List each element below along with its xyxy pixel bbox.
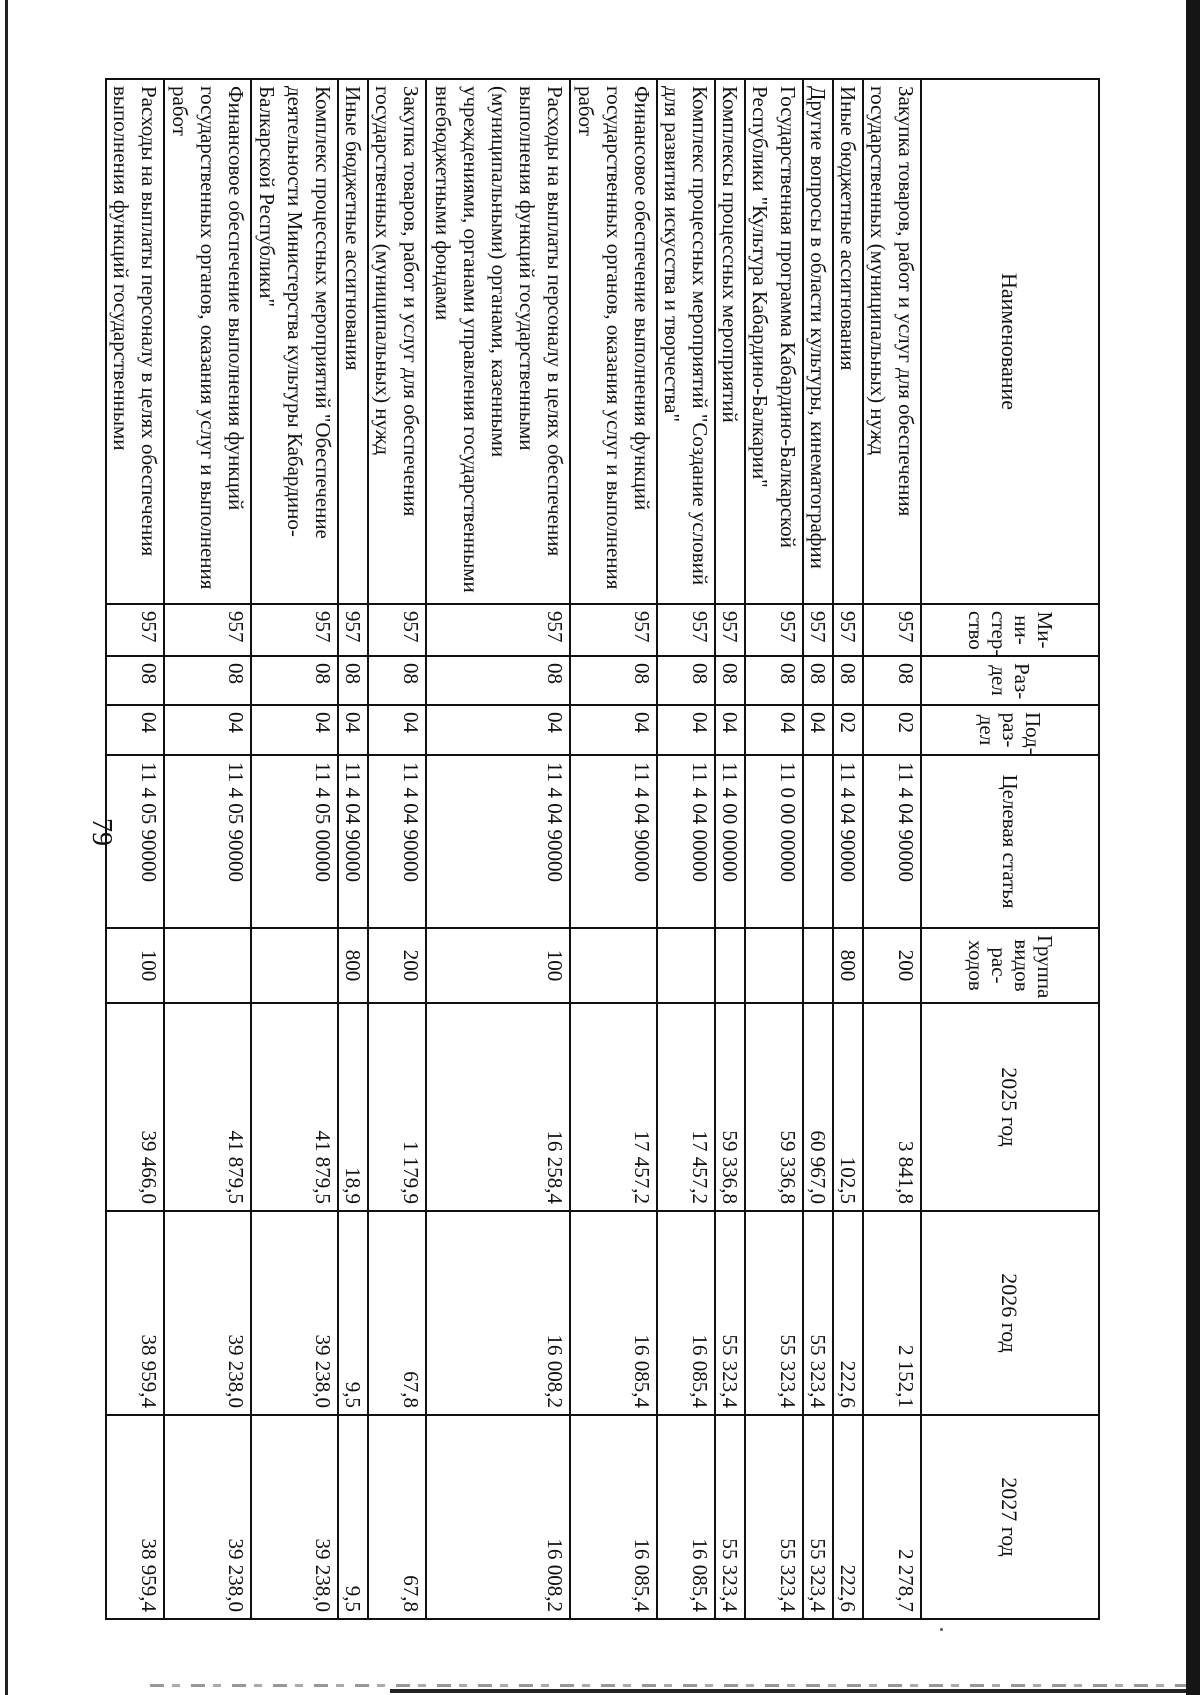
row-2026-cell: 55 323,4 — [745, 1211, 803, 1415]
row-2026-cell: 38 959,4 — [106, 1211, 164, 1415]
row-2026-cell: 16 008,2 — [426, 1211, 570, 1415]
row-section-cell: 08 — [657, 656, 715, 705]
row-ministry-cell: 957 — [426, 604, 570, 656]
row-subsection-cell: 04 — [106, 705, 164, 755]
row-subsection-cell: 02 — [863, 705, 921, 755]
row-section-cell: 08 — [803, 656, 833, 705]
table-row — [164, 79, 251, 1619]
row-target-article-cell: 11 4 04 90000 — [570, 755, 657, 928]
row-target-article-cell: 11 4 05 90000 — [106, 755, 164, 928]
row-expense-group-cell: 800 — [833, 928, 863, 1003]
header-ministry: Ми-ни-стер-ство — [921, 604, 1099, 656]
row-2026-cell: 67,8 — [368, 1211, 426, 1415]
table-row — [426, 79, 570, 1619]
row-section-cell: 08 — [745, 656, 803, 705]
row-ministry-cell: 957 — [863, 604, 921, 656]
table-row — [715, 79, 745, 1619]
row-subsection-cell: 04 — [657, 705, 715, 755]
row-name-cell: Финансовое обеспечение выполнения функций государственных органов, оказания услуг и выполнения работ — [164, 79, 251, 604]
row-expense-group-cell — [570, 928, 657, 1003]
row-expense-group-cell — [715, 928, 745, 1003]
row-subsection-cell: 04 — [715, 705, 745, 755]
row-2027-cell: 16 008,2 — [426, 1415, 570, 1619]
table-row — [657, 79, 715, 1619]
table-row — [251, 79, 338, 1619]
row-2026-cell: 222,6 — [833, 1211, 863, 1415]
row-expense-group-cell: 100 — [106, 928, 164, 1003]
row-section-cell: 08 — [863, 656, 921, 705]
row-2027-cell: 39 238,0 — [164, 1415, 251, 1619]
row-ministry-cell: 957 — [251, 604, 338, 656]
rotated-table-wrapper — [109, 78, 1100, 1618]
row-expense-group-cell — [251, 928, 338, 1003]
row-2025-cell: 16 258,4 — [426, 1003, 570, 1211]
row-expense-group-cell — [803, 928, 833, 1003]
row-name-cell: Закупка товаров, работ и услуг для обеспечения государственных (муниципальных) нужд — [863, 79, 921, 604]
row-2025-cell: 59 336,8 — [715, 1003, 745, 1211]
row-2027-cell: 55 323,4 — [715, 1415, 745, 1619]
table-row — [106, 79, 164, 1619]
row-ministry-cell: 957 — [570, 604, 657, 656]
scan-right-border — [1186, 0, 1200, 1695]
row-2026-cell: 16 085,4 — [570, 1211, 657, 1415]
row-target-article-cell: 11 4 04 90000 — [338, 755, 368, 928]
row-ministry-cell: 957 — [106, 604, 164, 656]
row-2026-cell: 2 152,1 — [863, 1211, 921, 1415]
row-target-article-cell: 11 4 04 90000 — [833, 755, 863, 928]
budget-table — [105, 78, 1100, 1620]
row-subsection-cell: 02 — [833, 705, 863, 755]
row-ministry-cell: 957 — [657, 604, 715, 656]
row-name-cell: Комплекс процессных мероприятий "Обеспечение деятельности Министерства культуры Кабардино-Балкарской Республики" — [251, 79, 338, 604]
scan-speck — [940, 1628, 943, 1631]
row-2025-cell: 39 466,0 — [106, 1003, 164, 1211]
row-ministry-cell: 957 — [338, 604, 368, 656]
row-name-cell: Другие вопросы в области культуры, кинематографии — [803, 79, 833, 604]
row-2027-cell: 55 323,4 — [745, 1415, 803, 1619]
row-2027-cell: 16 085,4 — [657, 1415, 715, 1619]
row-2026-cell: 16 085,4 — [657, 1211, 715, 1415]
header-name: Наименование — [921, 79, 1099, 604]
scan-left-edge — [5, 0, 8, 1695]
row-name-cell: Иные бюджетные ассигнования — [338, 79, 368, 604]
header-expense-group: Группа видов рас-ходов — [921, 928, 1099, 1003]
row-subsection-cell: 04 — [803, 705, 833, 755]
row-target-article-cell: 11 0 00 00000 — [745, 755, 803, 928]
row-ministry-cell: 957 — [368, 604, 426, 656]
row-subsection-cell: 04 — [426, 705, 570, 755]
row-target-article-cell: 11 4 04 90000 — [368, 755, 426, 928]
row-subsection-cell: 04 — [251, 705, 338, 755]
header-target-article: Целевая статья — [921, 755, 1099, 928]
row-subsection-cell: 04 — [338, 705, 368, 755]
row-2027-cell: 16 085,4 — [570, 1415, 657, 1619]
row-expense-group-cell — [745, 928, 803, 1003]
row-subsection-cell: 04 — [570, 705, 657, 755]
row-2025-cell: 1 179,9 — [368, 1003, 426, 1211]
row-2025-cell: 60 967,0 — [803, 1003, 833, 1211]
row-expense-group-cell: 800 — [338, 928, 368, 1003]
row-expense-group-cell: 100 — [426, 928, 570, 1003]
row-2025-cell: 59 336,8 — [745, 1003, 803, 1211]
page-number: 79 — [86, 818, 117, 846]
table-row — [833, 79, 863, 1619]
row-name-cell: Комплексы процессных мероприятий — [715, 79, 745, 604]
scan-bottom-noise — [150, 1684, 1186, 1687]
table-row — [863, 79, 921, 1619]
row-ministry-cell: 957 — [715, 604, 745, 656]
row-ministry-cell: 957 — [164, 604, 251, 656]
row-ministry-cell: 957 — [745, 604, 803, 656]
header-section: Раз-дел — [921, 656, 1099, 705]
row-2026-cell: 55 323,4 — [803, 1211, 833, 1415]
scan-bottom-line — [390, 1689, 1186, 1693]
row-2025-cell: 17 457,2 — [657, 1003, 715, 1211]
row-target-article-cell: 11 4 00 00000 — [715, 755, 745, 928]
row-expense-group-cell — [657, 928, 715, 1003]
header-2027: 2027 год — [921, 1415, 1099, 1619]
row-2027-cell: 9,5 — [338, 1415, 368, 1619]
row-2026-cell: 39 238,0 — [164, 1211, 251, 1415]
row-subsection-cell: 04 — [164, 705, 251, 755]
row-2027-cell: 39 238,0 — [251, 1415, 338, 1619]
header-2025: 2025 год — [921, 1003, 1099, 1211]
row-section-cell: 08 — [106, 656, 164, 705]
row-section-cell: 08 — [338, 656, 368, 705]
row-section-cell: 08 — [426, 656, 570, 705]
row-name-cell: Государственная программа Кабардино-Балкарской Республики "Культура Кабардино-Балкарии" — [745, 79, 803, 604]
table-row — [338, 79, 368, 1619]
header-subsection: Под-раз-дел — [921, 705, 1099, 755]
row-expense-group-cell — [164, 928, 251, 1003]
row-section-cell: 08 — [164, 656, 251, 705]
row-2027-cell: 222,6 — [833, 1415, 863, 1619]
row-2027-cell: 38 959,4 — [106, 1415, 164, 1619]
row-section-cell: 08 — [833, 656, 863, 705]
row-target-article-cell: 11 4 05 00000 — [251, 755, 338, 928]
row-expense-group-cell: 200 — [368, 928, 426, 1003]
row-2026-cell: 9,5 — [338, 1211, 368, 1415]
row-target-article-cell: 11 4 04 00000 — [657, 755, 715, 928]
row-section-cell: 08 — [368, 656, 426, 705]
row-2025-cell: 17 457,2 — [570, 1003, 657, 1211]
table-row — [570, 79, 657, 1619]
row-2026-cell: 39 238,0 — [251, 1211, 338, 1415]
table-row — [803, 79, 833, 1619]
row-section-cell: 08 — [570, 656, 657, 705]
row-name-cell: Иные бюджетные ассигнования — [833, 79, 863, 604]
row-target-article-cell: 11 4 04 90000 — [863, 755, 921, 928]
row-subsection-cell: 04 — [368, 705, 426, 755]
row-expense-group-cell: 200 — [863, 928, 921, 1003]
table-row — [745, 79, 803, 1619]
row-2026-cell: 55 323,4 — [715, 1211, 745, 1415]
row-ministry-cell: 957 — [803, 604, 833, 656]
row-name-cell: Комплекс процессных мероприятий "Создание условий для развития искусства и творчества" — [657, 79, 715, 604]
header-2026: 2026 год — [921, 1211, 1099, 1415]
row-2025-cell: 18,9 — [338, 1003, 368, 1211]
row-target-article-cell: 11 4 05 90000 — [164, 755, 251, 928]
row-2027-cell: 55 323,4 — [803, 1415, 833, 1619]
row-ministry-cell: 957 — [833, 604, 863, 656]
row-target-article-cell: 11 4 04 90000 — [426, 755, 570, 928]
row-2025-cell: 3 841,8 — [863, 1003, 921, 1211]
header-row — [921, 79, 1099, 1619]
row-name-cell: Расходы на выплаты персоналу в целях обеспечения выполнения функций государственными — [106, 79, 164, 604]
row-name-cell: Закупка товаров, работ и услуг для обеспечения государственных (муниципальных) нужд — [368, 79, 426, 604]
row-section-cell: 08 — [251, 656, 338, 705]
row-2025-cell: 41 879,5 — [164, 1003, 251, 1211]
row-name-cell: Финансовое обеспечение выполнения функций государственных органов, оказания услуг и выполнения работ — [570, 79, 657, 604]
row-2025-cell: 41 879,5 — [251, 1003, 338, 1211]
row-2027-cell: 67,8 — [368, 1415, 426, 1619]
row-name-cell: Расходы на выплаты персоналу в целях обеспечения выполнения функций государственными (муниципальными) органами, казенными учреждениями, органами управления государственными внебюджетными фондами — [426, 79, 570, 604]
table-row — [368, 79, 426, 1619]
row-section-cell: 08 — [715, 656, 745, 705]
row-2025-cell: 102,5 — [833, 1003, 863, 1211]
row-target-article-cell — [803, 755, 833, 928]
row-2027-cell: 2 278,7 — [863, 1415, 921, 1619]
row-subsection-cell: 04 — [745, 705, 803, 755]
